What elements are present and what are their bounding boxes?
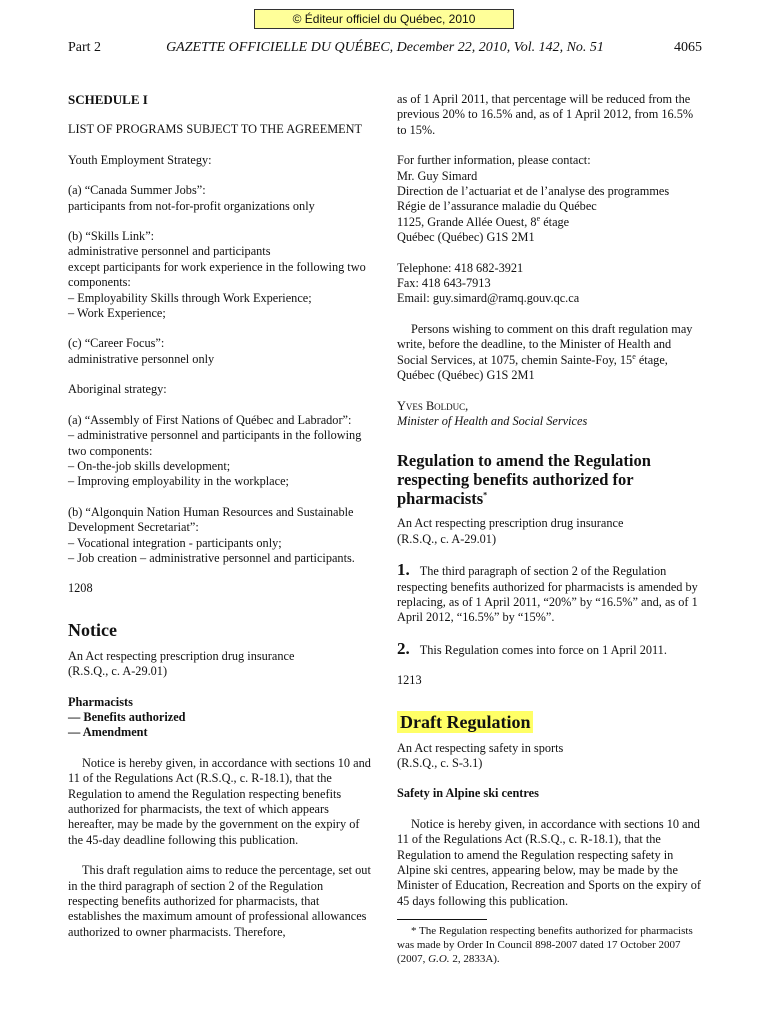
- section-2-text: This Regulation comes into force on 1 April 2011.: [419, 642, 667, 657]
- footnote-marker: *: [483, 490, 488, 500]
- comments-sup: e: [632, 351, 636, 361]
- comments-paragraph: [397, 322, 703, 384]
- regulation-title: [397, 451, 703, 508]
- header-part: Part 2: [68, 40, 102, 55]
- contact-street-sup: e: [536, 213, 541, 223]
- aboriginal-a-body3: – Improving employability in the workplace;: [68, 474, 289, 489]
- contact-telephone: Telephone: 418 682-3921: [397, 260, 524, 275]
- left-column: [68, 92, 374, 940]
- aboriginal-a-head: (a) “Assembly of First Nations of Québec and Labrador”:: [68, 412, 352, 427]
- signatory-title: Minister of Health and Social Services: [397, 413, 588, 428]
- program-b-body2: except participants for work experience in the following two components:: [68, 259, 366, 290]
- contact-agency: Régie de l’assurance maladie du Québec: [397, 199, 597, 214]
- program-b-body4: – Work Experience;: [68, 306, 166, 321]
- contact-directorate: Direction de l’actuariat et de l’analyse des programmes: [397, 184, 670, 199]
- copyright-banner: © Éditeur officiel du Québec, 2010: [254, 9, 514, 29]
- aboriginal-b-body1: – Vocational integration - participants only;: [68, 535, 282, 550]
- section-2-number: 2.: [397, 638, 410, 658]
- regulation-act-reference: (R.S.Q., c. A-29.01): [397, 531, 497, 546]
- contact-email: Email: guy.simard@ramq.gouv.qc.ca: [397, 291, 580, 306]
- reference-number-1208: 1208: [68, 581, 93, 596]
- program-c-body: administrative personnel only: [68, 351, 215, 366]
- program-b-body3: – Employability Skills through Work Experience;: [68, 290, 312, 305]
- comments-main: Persons wishing to comment on this draft regulation may write, before the deadline, to the Minister of Health and Social Services, at 1075, chemin Sainte-Foy, 15: [397, 321, 693, 367]
- program-c-head: (c) “Career Focus”:: [68, 336, 165, 351]
- contact-street-end: étage: [540, 214, 570, 229]
- subject-line-3: — Amendment: [68, 725, 148, 740]
- aboriginal-b-body2: – Job creation – administrative personnel and participants.: [68, 550, 355, 565]
- footnote-end: 2, 2833A).: [449, 953, 500, 966]
- youth-strategy: Youth Employment Strategy:: [68, 152, 212, 167]
- regulation-act: An Act respecting prescription drug insurance: [397, 516, 624, 531]
- aboriginal-a-body1: – administrative personnel and participants in the following two components:: [68, 428, 362, 458]
- notice-paragraph-2: This draft regulation aims to reduce the percentage, set out in the third paragraph of section 2 of the Regulation respecting benefits authorized for pharmacists, that establishes the maximum amount of professional allowances authorized to owner pharmacists. Therefore,: [68, 863, 371, 939]
- section-1: [397, 562, 703, 626]
- section-1-number: 1.: [397, 560, 410, 580]
- comments-end: étage, Québec (Québec) G1S 2M1: [397, 352, 668, 383]
- footnote: [397, 924, 703, 966]
- act-reference: (R.S.Q., c. A-29.01): [68, 664, 168, 679]
- aboriginal-b-head: (b) “Algonquin Nation Human Resources and Sustainable Development Secretariat”:: [68, 504, 354, 535]
- safety-act-reference: (R.S.Q., c. S-3.1): [397, 755, 483, 770]
- draft-notice-paragraph: Notice is hereby given, in accordance with sections 10 and 11 of the Regulations Act (R.S.Q., c. R-18.1), that the Regulation to amend the Regulation respecting safety in Alpine ski centres, appearing below, may be made by the Minister of Education, Recreation and Sports on the expiry of 45 days following this publication.: [397, 816, 701, 908]
- program-a-body: participants from not-for-profit organizations only: [68, 198, 315, 213]
- section-1-text: The third paragraph of section 2 of the Regulation respecting benefits authorized for pharmacists is amended by replacing, as of 1 April 2011, “20%” by “16.5%” and, as of 1 April 2012, “16.5%” by “15%”.: [397, 564, 698, 625]
- notice-heading: Notice: [68, 619, 117, 640]
- right-column: [397, 92, 703, 966]
- contact-name: Mr. Guy Simard: [397, 168, 478, 183]
- program-b-head: (b) “Skills Link”:: [68, 229, 155, 244]
- regulation-title-text: Regulation to amend the Regulation respecting benefits authorized for pharmacists: [397, 451, 651, 509]
- header-title: GAZETTE OFFICIELLE DU QUÉBEC, December 22, 2010, Vol. 142, No. 51: [166, 40, 604, 55]
- contact-fax: Fax: 418 643-7913: [397, 276, 491, 291]
- safety-act: An Act respecting safety in sports: [397, 740, 564, 755]
- reference-number-1213: 1213: [397, 673, 422, 688]
- continuation-paragraph: as of 1 April 2011, that percentage will be reduced from the previous 20% to 16.5% and, as of 1 April 2012, from 16.5% to 15%.: [397, 92, 694, 137]
- notice-paragraph-1: Notice is hereby given, in accordance with sections 10 and 11 of the Regulations Act (R.S.Q., c. R-18.1), that the Regulation to amend the Regulation respecting benefits authorized for pharmacists, the text of which appears hereafter, may be made by the government on the expiry of the 45-day deadline following this publication.: [68, 755, 371, 847]
- contact-city: Québec (Québec) G1S 2M1: [397, 230, 535, 245]
- signatory-name: Yves Bolduc,: [397, 398, 469, 413]
- contact-intro: For further information, please contact:: [397, 153, 591, 168]
- header-page-number: 4065: [674, 40, 702, 55]
- subject-line-2: — Benefits authorized: [68, 709, 186, 724]
- draft-regulation-heading: Draft Regulation: [397, 711, 533, 733]
- program-b-body1: administrative personnel and participants: [68, 244, 271, 259]
- contact-street-main: 1125, Grande Allée Ouest, 8: [397, 214, 537, 229]
- program-a-head: (a) “Canada Summer Jobs”:: [68, 183, 206, 198]
- safety-subject: Safety in Alpine ski centres: [397, 786, 539, 801]
- aboriginal-a-body2: – On-the-job skills development;: [68, 458, 231, 473]
- footnote-main: * The Regulation respecting benefits authorized for pharmacists was made by Order In Council 898-2007 dated 17 October 2007 (2007,: [397, 925, 693, 966]
- footnote-divider: [397, 919, 487, 920]
- act-title: An Act respecting prescription drug insurance: [68, 648, 295, 663]
- contact-street: [397, 215, 703, 230]
- footnote-gazette: G.O.: [428, 953, 450, 966]
- subject-line-1: Pharmacists: [68, 694, 133, 709]
- section-2: [397, 638, 703, 658]
- schedule-title: SCHEDULE I: [68, 92, 148, 107]
- list-title: LIST OF PROGRAMS SUBJECT TO THE AGREEMENT: [68, 122, 363, 137]
- aboriginal-strategy: Aboriginal strategy:: [68, 382, 167, 397]
